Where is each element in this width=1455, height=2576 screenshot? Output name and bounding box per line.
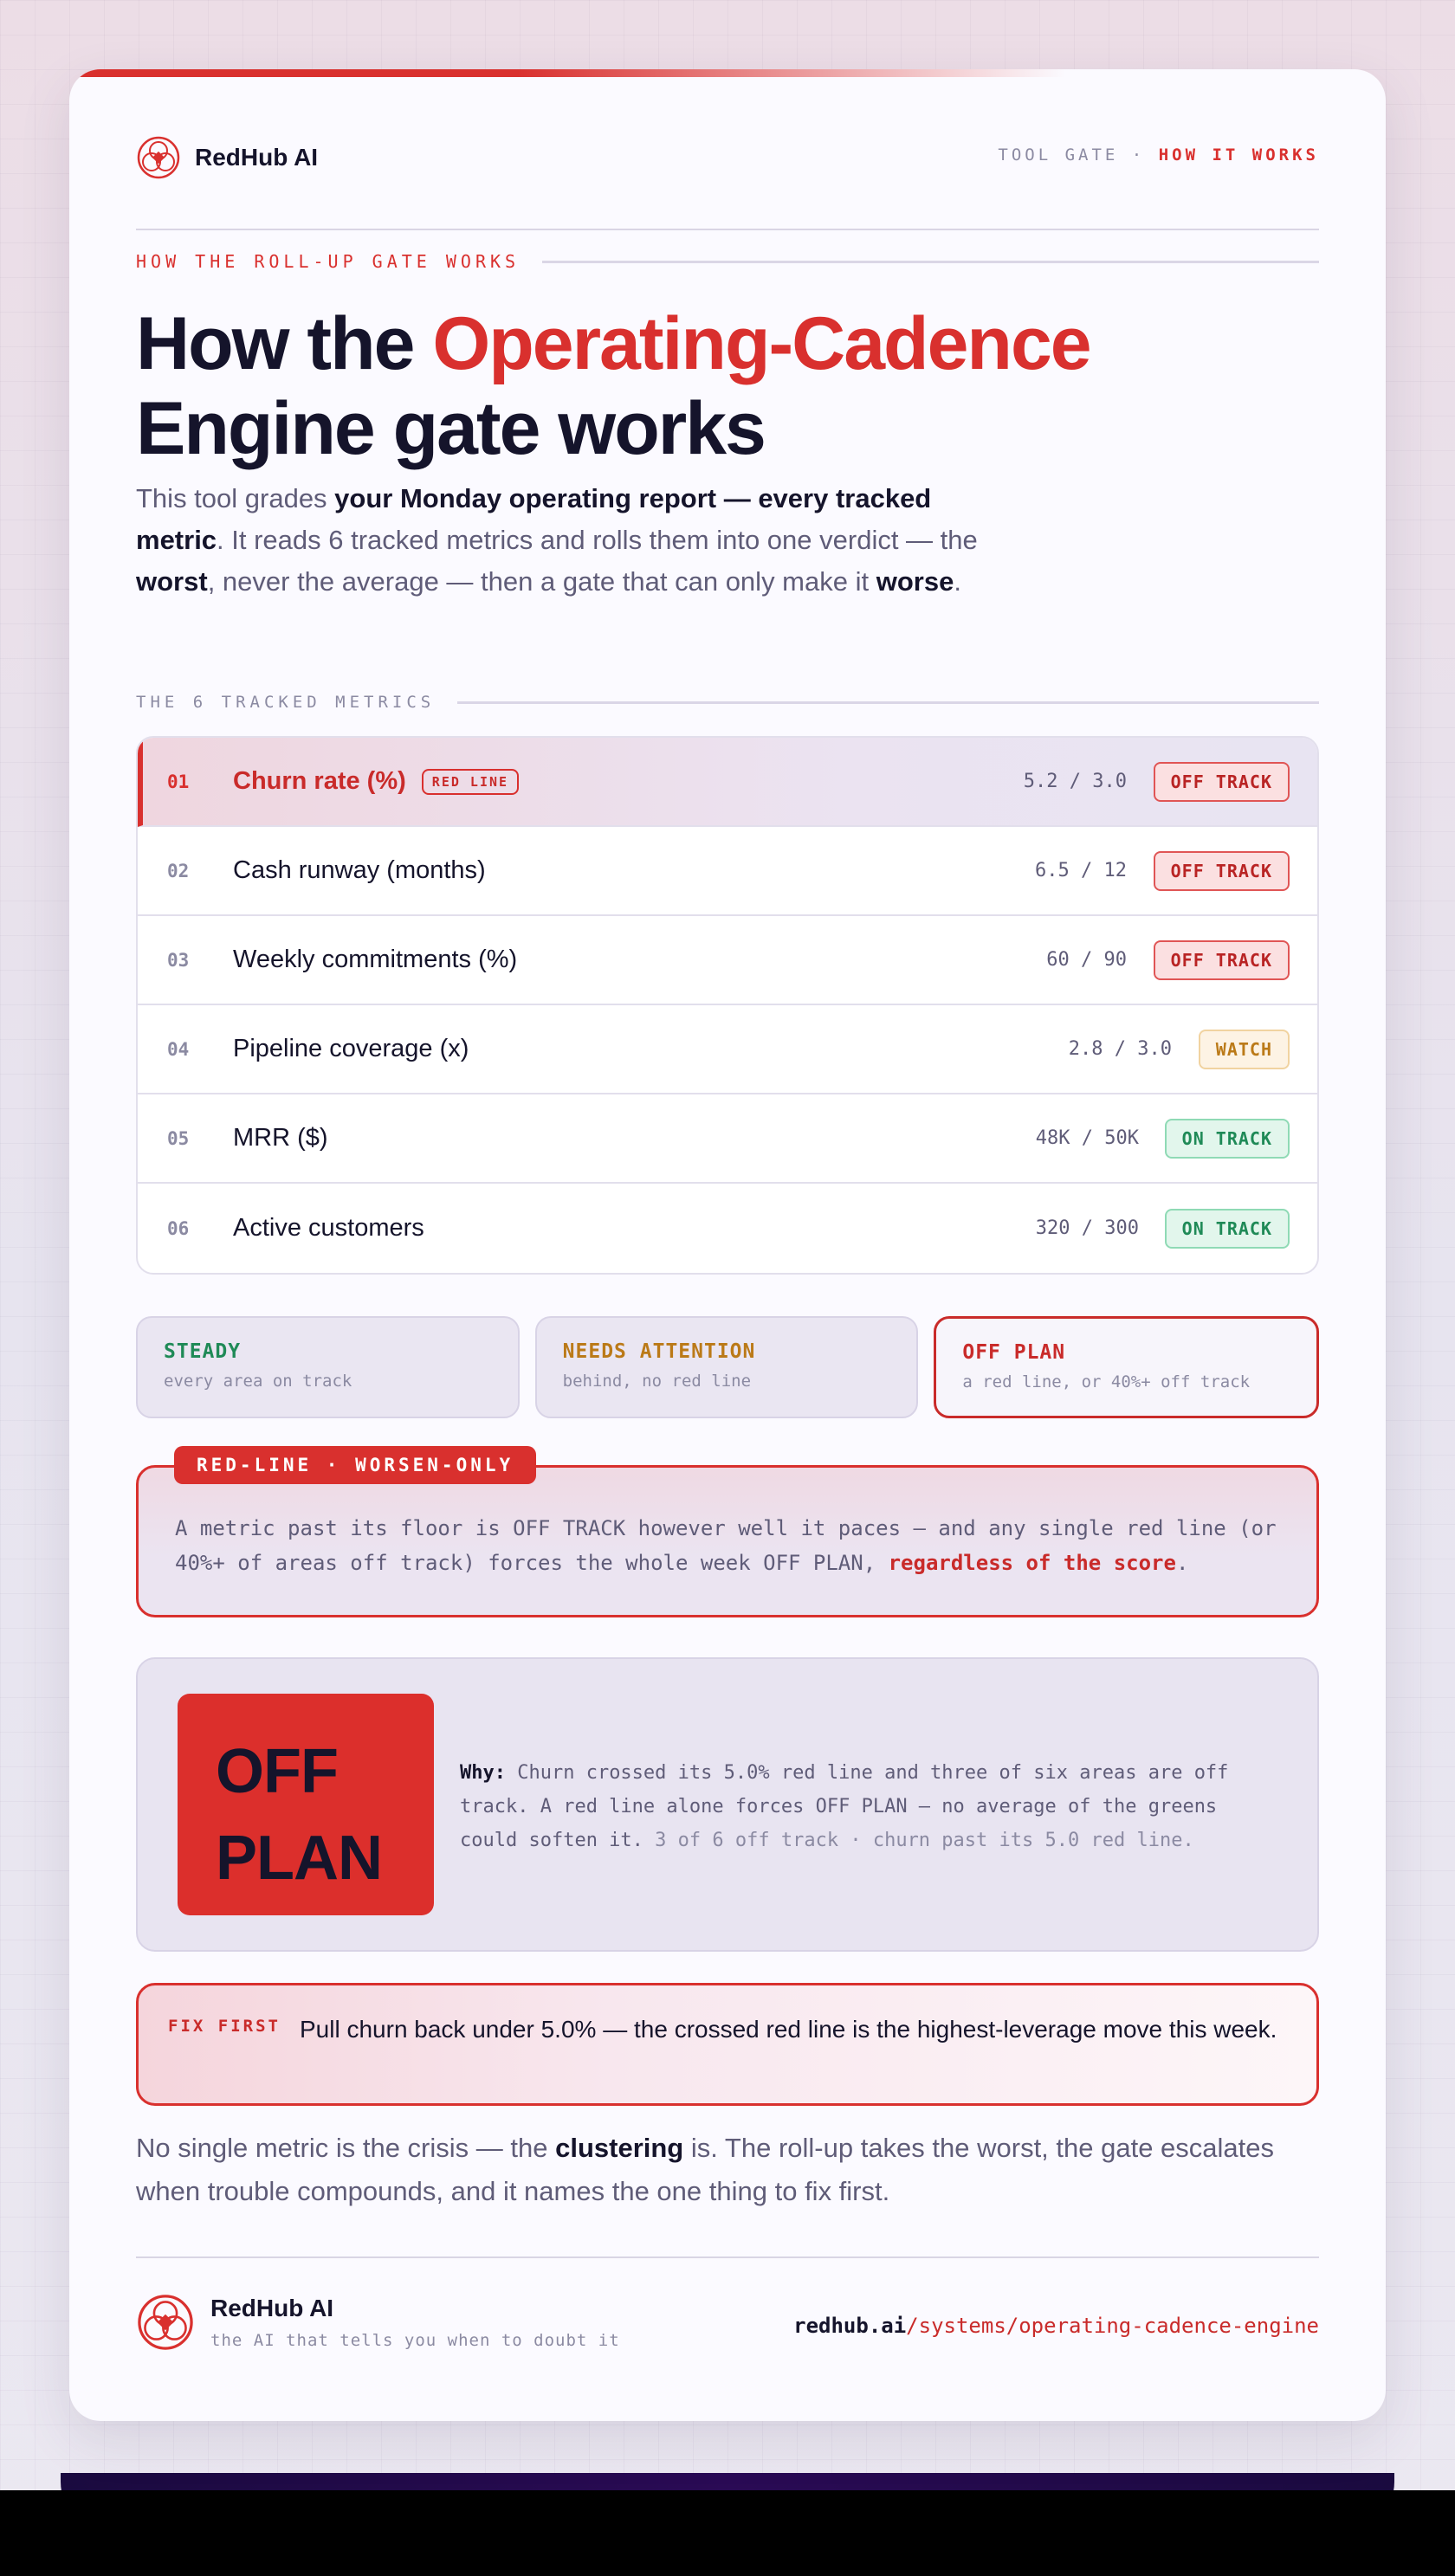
redline-rule-box: [136, 1465, 1319, 1617]
lede: [136, 478, 1011, 603]
title-highlight: Operating-Cadence: [432, 302, 1090, 385]
header: [136, 135, 1319, 230]
fix-first-box: [136, 1983, 1319, 2106]
redhub-logo-icon: [136, 135, 181, 180]
metric-number: 01: [167, 771, 190, 792]
footer: [136, 2256, 1319, 2395]
status-badge: OFF TRACK: [1154, 940, 1290, 980]
metric-name: Weekly commitments (%): [233, 946, 518, 973]
redline-pill: RED-LINE · WORSEN-ONLY: [174, 1446, 536, 1484]
nav-active-link[interactable]: HOW IT WORKS: [1158, 145, 1319, 165]
state-desc: every area on track: [164, 1372, 352, 1391]
state-title: STEADY: [164, 1340, 242, 1363]
metric-row[interactable]: [138, 916, 1317, 1005]
metric-row[interactable]: [138, 1005, 1317, 1094]
verdict-states: [136, 1316, 1319, 1418]
fix-first-message: Pull churn back under 5.0% — the crossed red line is the highest-leverage move this week.: [300, 2016, 1277, 2043]
verdict-explanation: [460, 1756, 1283, 1857]
metric-number: 04: [167, 1038, 190, 1060]
metric-row[interactable]: [138, 1184, 1317, 1273]
fix-first-label: FIX FIRST: [168, 2017, 281, 2036]
state-needs-attention: [535, 1316, 919, 1418]
redline-text-end: .: [1175, 1551, 1189, 1575]
metric-row[interactable]: [138, 738, 1317, 827]
status-badge: OFF TRACK: [1154, 762, 1290, 802]
metric-row[interactable]: [138, 827, 1317, 916]
verdict-line1: OFF: [216, 1737, 338, 1806]
header-nav: [998, 145, 1319, 165]
verdict-block: [178, 1694, 434, 1915]
logo[interactable]: [136, 135, 318, 180]
closing-t1: No single metric is the crisis — the: [136, 2133, 556, 2163]
eyebrow: [136, 251, 1319, 272]
state-off-plan: [934, 1316, 1319, 1418]
closing-text: [136, 2127, 1319, 2213]
metric-ratio: 2.8 / 3.0: [1068, 1038, 1172, 1060]
footer-brand-name: RedHub AI: [210, 2295, 334, 2321]
footer-brand-text: [210, 2295, 620, 2350]
state-title: NEEDS ATTENTION: [562, 1340, 756, 1363]
footer-logo[interactable]: [136, 2293, 620, 2352]
metric-ratio: 48K / 50K: [1035, 1127, 1139, 1149]
lede-t3: , never the average — then a gate that can only make it: [207, 566, 876, 597]
redhub-logo-icon: [136, 2293, 195, 2352]
card-accent-bar: [69, 69, 1065, 77]
metric-ratio: 6.5 / 12: [1035, 860, 1127, 881]
state-desc: behind, no red line: [562, 1372, 752, 1391]
metric-name: Pipeline coverage (x): [233, 1035, 469, 1062]
closing-t2: is. The roll-up takes the worst, the gate escalates when trouble compounds, and it names the one thing to fix first.: [136, 2133, 1275, 2206]
metric-number: 06: [167, 1217, 190, 1239]
nav-prefix[interactable]: TOOL GATE ·: [998, 145, 1146, 165]
state-steady: [136, 1316, 520, 1418]
why-text: Churn crossed its 5.0% red line and three of six areas are off track. A red line alone forces OFF PLAN — no average of the greens could soften it.: [460, 1762, 1229, 1851]
brand-name: RedHub AI: [195, 144, 319, 171]
eyebrow-divider: [542, 261, 1319, 263]
closing-b1: clustering: [555, 2133, 684, 2163]
footer-url-link[interactable]: [793, 2314, 1319, 2338]
title-part2: Engine gate works: [136, 387, 765, 470]
metric-ratio: 320 / 300: [1035, 1217, 1139, 1239]
metric-row[interactable]: [138, 1094, 1317, 1184]
metric-number: 02: [167, 860, 190, 881]
verdict-label: [216, 1728, 382, 1901]
verdict-card: [136, 1657, 1319, 1952]
metric-name: Churn rate (%): [233, 767, 406, 795]
redline-rule-text: [175, 1511, 1284, 1580]
metrics-label-divider: [457, 701, 1319, 704]
url-host: redhub.ai: [793, 2314, 907, 2338]
status-badge: OFF TRACK: [1154, 851, 1290, 891]
verdict-line2: PLAN: [216, 1824, 382, 1893]
page-title: [136, 301, 1319, 471]
metrics-table: [136, 736, 1319, 1275]
lede-b3: worse: [876, 566, 954, 597]
metric-number: 05: [167, 1127, 190, 1149]
status-badge: WATCH: [1199, 1030, 1290, 1069]
metrics-label-text: THE 6 TRACKED METRICS: [136, 693, 436, 712]
bottom-bar: [0, 2490, 1455, 2576]
redline-text-main: A metric past its floor is OFF TRACK however well it paces — and any single red line (or 40%+ of areas off track) forces the whole week OFF PLAN,: [175, 1516, 1277, 1575]
lede-t1: This tool grades: [136, 483, 335, 513]
title-part1: How the: [136, 302, 433, 385]
lede-t4: .: [954, 566, 961, 597]
lede-b1: your Monday operating report — every tracked metric: [136, 483, 932, 555]
why-detail: 3 of 6 off track · churn past its 5.0 red line.: [655, 1830, 1194, 1851]
status-badge: ON TRACK: [1165, 1209, 1290, 1249]
footer-tagline: the AI that tells you when to doubt it: [210, 2331, 620, 2350]
lede-t2: . It reads 6 tracked metrics and rolls them into one verdict — the: [217, 525, 978, 555]
lede-b2: worst: [136, 566, 208, 597]
status-badge: ON TRACK: [1165, 1119, 1290, 1159]
state-title: OFF PLAN: [962, 1341, 1066, 1364]
redline-text-emphasis: regardless of the score: [888, 1551, 1176, 1575]
metric-number: 03: [167, 949, 190, 971]
metric-name: Active customers: [233, 1214, 424, 1242]
url-path: /systems/operating-cadence-engine: [906, 2314, 1319, 2338]
state-desc: a red line, or 40%+ off track: [962, 1372, 1251, 1391]
metric-name: MRR ($): [233, 1124, 328, 1152]
metric-name-wrap: [233, 767, 519, 796]
metric-ratio: 5.2 / 3.0: [1023, 771, 1127, 792]
why-label: Why:: [460, 1762, 506, 1784]
red-line-tag: RED LINE: [422, 769, 519, 795]
eyebrow-text: HOW THE ROLL-UP GATE WORKS: [136, 251, 521, 272]
metric-ratio: 60 / 90: [1046, 949, 1127, 971]
metric-name: Cash runway (months): [233, 856, 486, 884]
main-card: [69, 69, 1386, 2421]
metrics-section-label: [136, 693, 1319, 712]
